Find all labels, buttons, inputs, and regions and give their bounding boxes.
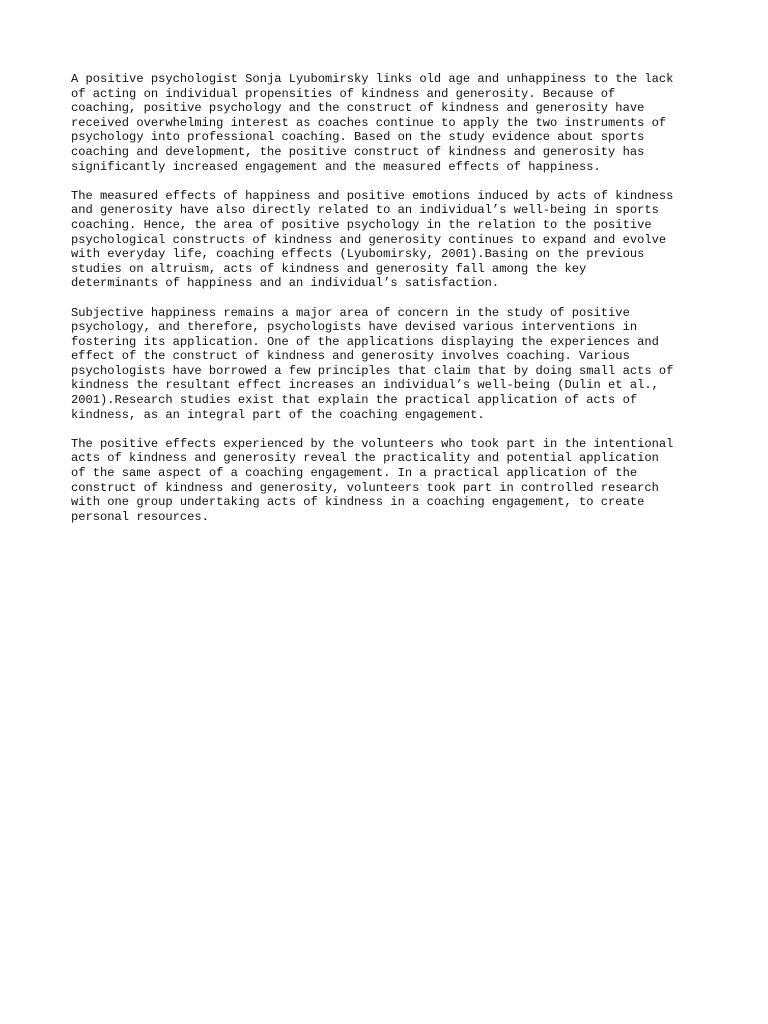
line: coaching, positive psychology and the construct of kindness and generosity have [71,101,645,116]
line: psychologists have borrowed a few principles that claim that by doing small acts of [71,363,674,378]
line: psychology, and therefore, psychologists have devised various interventions in [71,320,638,335]
line: personal resources. [71,509,209,524]
paragraph-4 [71,437,701,525]
line: coaching. Hence, the area of positive psychology in the relation to the positive [71,217,652,232]
paragraph-1 [71,72,701,174]
line: fostering its application. One of the applications displaying the experiences and [71,334,659,349]
line: construct of kindness and generosity, volunteers took part in controlled research [71,480,659,495]
line: 2001).Research studies exist that explain the practical application of acts of [71,393,638,408]
paragraph-3 [71,306,701,423]
line: of acting on individual propensities of kindness and generosity. Because of [71,86,616,101]
line: with everyday life, coaching effects (Lyubomirsky, 2001).Basing on the previous [71,247,645,262]
line: significantly increased engagement and the measured effects of happiness. [71,159,601,174]
line: of the same aspect of a coaching engagement. In a practical application of the [71,466,638,481]
line: kindness the resultant effect increases an individual’s well-being (Dulin et al., [71,378,659,393]
line: A positive psychologist Sonja Lyubomirsky links old age and unhappiness to the lack [71,72,674,86]
line: and generosity have also directly related to an individual’s well-being in sports [71,203,659,218]
line: effect of the construct of kindness and generosity involves coaching. Various [71,349,630,364]
line: Subjective happiness remains a major area of concern in the study of positive [71,305,630,320]
line: psychological constructs of kindness and generosity continues to expand and evolve [71,232,667,247]
line: studies on altruism, acts of kindness and generosity fall among the key [71,261,587,276]
line: determinants of happiness and an individual’s satisfaction. [71,276,500,291]
line: The positive effects experienced by the volunteers who took part in the intentional [71,436,674,451]
line: psychology into professional coaching. Based on the study evidence about sports [71,130,645,145]
line: received overwhelming interest as coaches continue to apply the two instruments of [71,115,667,130]
line: coaching and development, the positive construct of kindness and generosity has [71,144,645,159]
line: The measured effects of happiness and positive emotions induced by acts of kindness [71,188,674,203]
line: acts of kindness and generosity reveal the practicality and potential application [71,451,659,466]
paragraph-2 [71,189,701,291]
line: with one group undertaking acts of kindness in a coaching engagement, to create [71,495,645,510]
line: kindness, as an integral part of the coaching engagement. [71,407,485,422]
document-body [71,72,701,539]
